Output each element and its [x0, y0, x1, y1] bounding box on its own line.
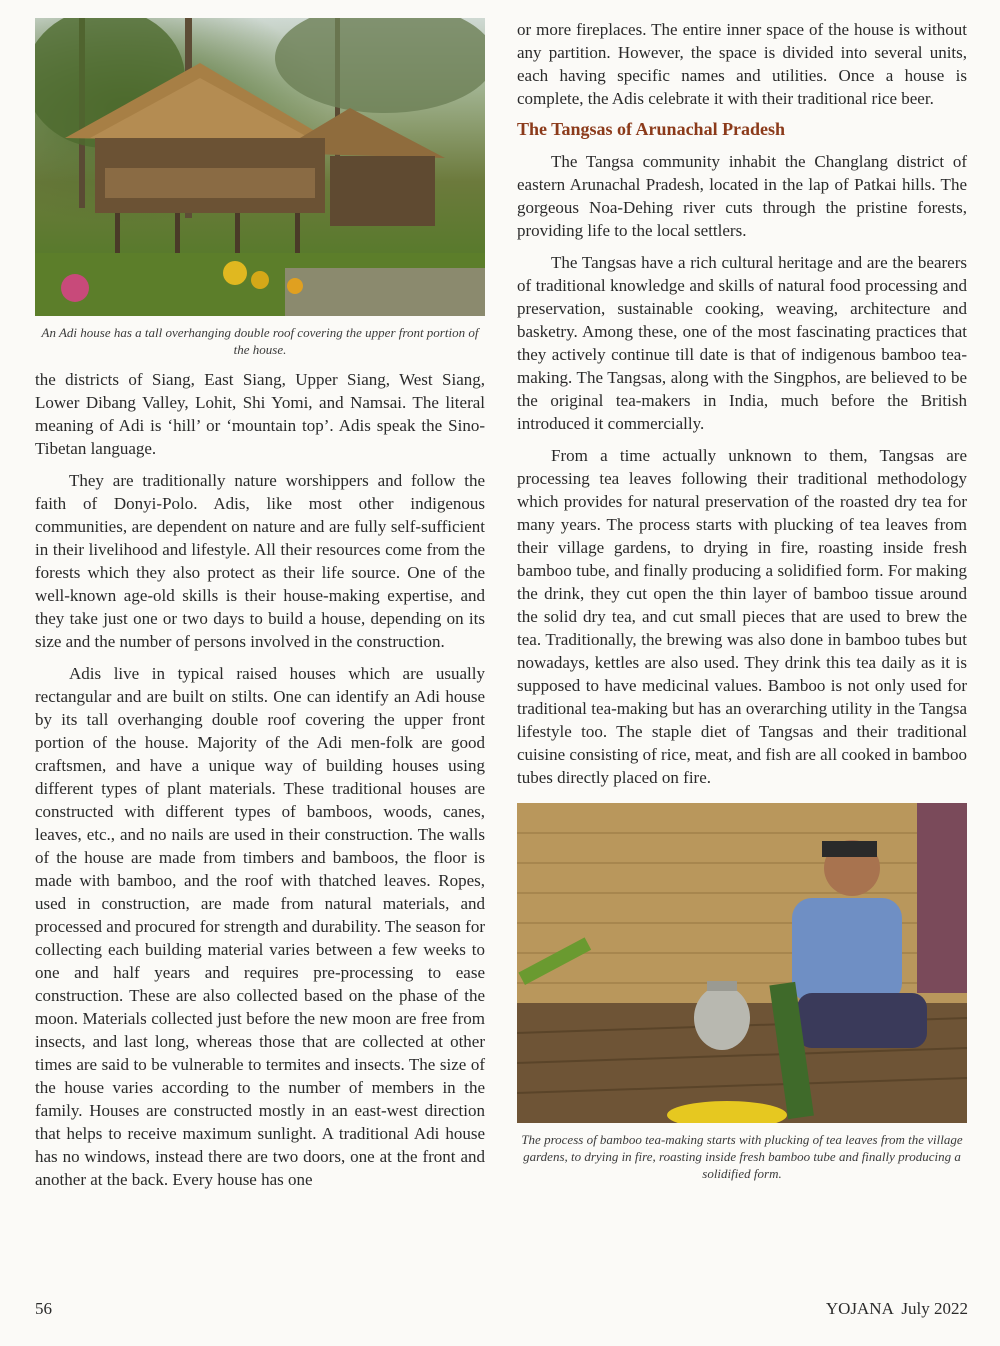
body-paragraph: The Tangsas have a rich cultural heritage and are the bearers of traditional knowledge and skills of natural food processing and preservation, sustainable cooking, weaving, architecture and basketry. Among these, one of the most fascinating practices that they actively continue till date is that of indigenous bamboo tea-making. The Tangsas, along with the Singphos, are believed to be the original tea-makers in India, much before the British introduced it commercially. — [517, 253, 967, 433]
left-column — [35, 18, 485, 1200]
tea-making-illustration — [517, 803, 967, 1123]
page-number: 56 — [35, 1299, 52, 1318]
adi-house-photo — [35, 18, 485, 316]
body-paragraph: Adis live in typical raised houses which are usually rectangular and are built on stilts. One can identify an Adi house by its tall overhanging double roof covering the upper front portion of the house. Majority of the Adi men-folk are good craftsmen, and have a unique way of building houses using different types of plant materials. These traditional houses are constructed with different types of bamboos, woods, canes, leaves, etc., and no nails are used in their construction. The walls of the house are made from timbers and bamboos, the floor is made with bamboo, and the roof with thatched leaves. Ropes, used in construction, are made from natural materials, and processed and procured for strength and durability. The season for collecting each building material varies between a few weeks to one and half years and requires pre-processing to ease construction. These are also collected based on the phase of the moon. Materials collected just before the new moon are free from insects, and last long, whereas those that are collected at other times are said to be vulnerable to termites and insects. The size of the house varies according to the number of members in the family. Houses are constructed mostly in an east-west direction that helps to receive maximum sunlight. A traditional Adi house has no windows, instead there are two doors, one at the front and another at the back. Every house has one — [35, 664, 485, 1189]
body-paragraph: From a time actually unknown to them, Tangsas are processing tea leaves following their traditional methodology which provides for natural preservation of the roasted dry tea for many years. The process starts with plucking of tea leaves from their village gardens, to drying in fire, roasting inside fresh bamboo tube, and finally producing a solidified form. For making the drink, they cut open the thin layer of bamboo tissue around the solid dry tea, and cut small pieces that are used to brew the tea. Traditionally, the brewing was also done in bamboo tubes but nowadays, kettles are also used. They drink this tea daily as it is supposed to have medicinal values. Bamboo is not only used for traditional tea-making but has an overarching utility in the Tangsa lifestyle too. The staple diet of Tangsas and their traditional cuisine consisting of rice, meat, and fish are all cooked in bamboo tubes directly placed on fire. — [517, 446, 967, 787]
body-paragraph-continued: or more fireplaces. The entire inner space of the house is without any partition. However, the space is divided into several units, each having specific names and utilities. Once a house is complete, the Adis celebrate it with their traditional rice beer. — [517, 20, 967, 108]
right-column — [517, 18, 967, 1192]
body-paragraph: They are traditionally nature worshippers and follow the faith of Donyi-Polo. Adis, like most other indigenous communities, are dependent on nature and are fully self-sufficient in their livelihood and lifestyle. All their resources come from the forests which they also protect as their life source. One of the well-known age-old skills is their house-making expertise, and they take just one or two days to build a house, depending on its size and the number of persons involved in the construction. — [35, 471, 485, 651]
section-heading: The Tangsas of Arunachal Pradesh — [517, 119, 786, 139]
tea-making-photo — [517, 803, 967, 1123]
tea-making-caption: The process of bamboo tea-making starts with plucking of tea leaves from the village gardens, to drying in fire, roasting inside fresh bamboo tube and finally producing a solidified form. — [521, 1132, 963, 1181]
adi-house-caption: An Adi house has a tall overhanging double roof covering the upper front portion of the house. — [41, 325, 479, 357]
body-paragraph: The Tangsa community inhabit the Changlang district of eastern Arunachal Pradesh, located in the lap of Patkai hills. The gorgeous Noa-Dehing river cuts through the pristine forests, providing life to the local settlers. — [517, 152, 967, 240]
publication-footer: YOJANA July 2022 — [825, 1299, 968, 1318]
adi-house-illustration — [35, 18, 485, 316]
body-paragraph: the districts of Siang, East Siang, Upper Siang, West Siang, Lower Dibang Valley, Lohit, Shi Yomi, and Namsai. The literal meaning of Adi is ‘hill’ or ‘mountain top’. Adis speak the Sino-Tibetan language. — [35, 370, 485, 458]
